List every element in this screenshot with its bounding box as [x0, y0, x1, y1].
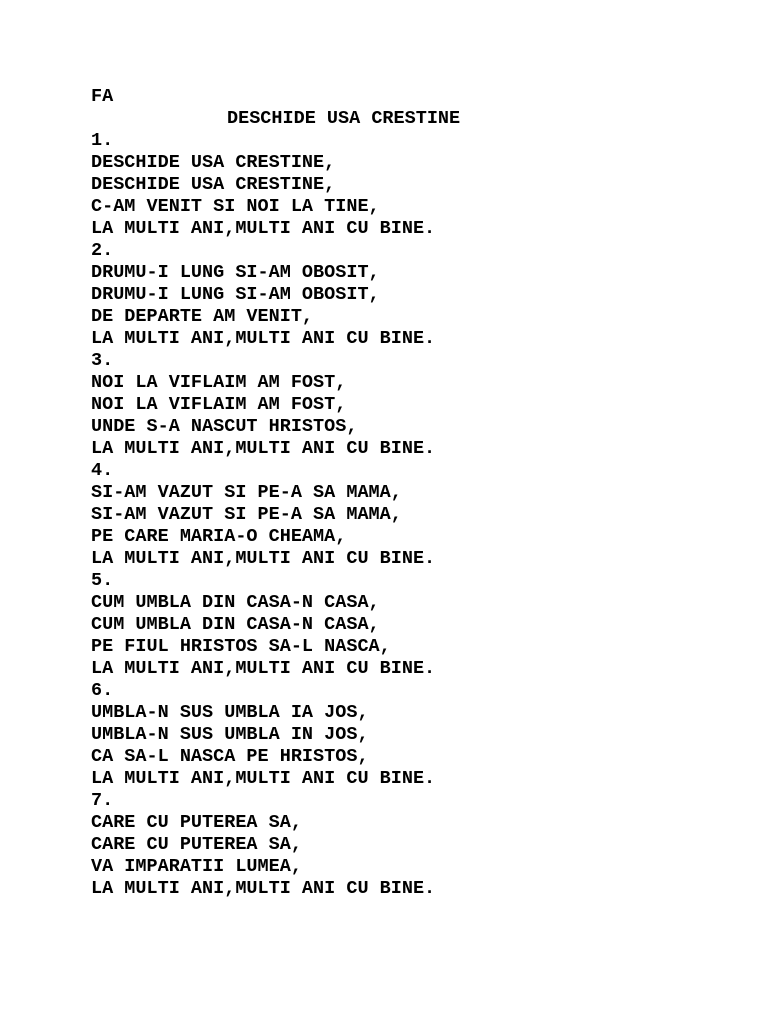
verse-number: 5. — [91, 570, 114, 591]
verse-line: CUM UMBLA DIN CASA-N CASA, — [91, 592, 380, 613]
song-key: FA — [91, 86, 114, 107]
verse-line: PE CARE MARIA-O CHEAMA, — [91, 526, 347, 547]
verse-line: LA MULTI ANI,MULTI ANI CU BINE. — [91, 768, 436, 789]
verse-line: LA MULTI ANI,MULTI ANI CU BINE. — [91, 658, 436, 679]
verse-line: UMBLA-N SUS UMBLA IA JOS, — [91, 702, 369, 723]
verse-number: 4. — [91, 460, 114, 481]
verse-line: DRUMU-I LUNG SI-AM OBOSIT, — [91, 284, 380, 305]
verse-line: NOI LA VIFLAIM AM FOST, — [91, 394, 347, 415]
verse-line: VA IMPARATII LUMEA, — [91, 856, 302, 877]
verse-line: CA SA-L NASCA PE HRISTOS, — [91, 746, 369, 767]
verse-line: LA MULTI ANI,MULTI ANI CU BINE. — [91, 218, 436, 239]
verse-line: DESCHIDE USA CRESTINE, — [91, 152, 336, 173]
verse-line: DE DEPARTE AM VENIT, — [91, 306, 314, 327]
verse-line: LA MULTI ANI,MULTI ANI CU BINE. — [91, 328, 436, 349]
verse-number: 3. — [91, 350, 114, 371]
verse-line: UNDE S-A NASCUT HRISTOS, — [91, 416, 358, 437]
verse-line: LA MULTI ANI,MULTI ANI CU BINE. — [91, 878, 436, 899]
verse-line: DESCHIDE USA CRESTINE, — [91, 174, 336, 195]
verse-line: C-AM VENIT SI NOI LA TINE, — [91, 196, 380, 217]
verse-line: CARE CU PUTEREA SA, — [91, 834, 302, 855]
verse-line: LA MULTI ANI,MULTI ANI CU BINE. — [91, 548, 436, 569]
verse-line: UMBLA-N SUS UMBLA IN JOS, — [91, 724, 369, 745]
verse-line: LA MULTI ANI,MULTI ANI CU BINE. — [91, 438, 436, 459]
verse-number: 2. — [91, 240, 114, 261]
verse-line: SI-AM VAZUT SI PE-A SA MAMA, — [91, 504, 402, 525]
verse-line: CARE CU PUTEREA SA, — [91, 812, 302, 833]
verse-number: 1. — [91, 130, 114, 151]
verse-line: SI-AM VAZUT SI PE-A SA MAMA, — [91, 482, 402, 503]
verse-line: NOI LA VIFLAIM AM FOST, — [91, 372, 347, 393]
verse-number: 7. — [91, 790, 114, 811]
verse-line: DRUMU-I LUNG SI-AM OBOSIT, — [91, 262, 380, 283]
verse-line: PE FIUL HRISTOS SA-L NASCA, — [91, 636, 391, 657]
verse-number: 6. — [91, 680, 114, 701]
song-title: DESCHIDE USA CRESTINE — [227, 108, 461, 129]
verse-line: CUM UMBLA DIN CASA-N CASA, — [91, 614, 380, 635]
